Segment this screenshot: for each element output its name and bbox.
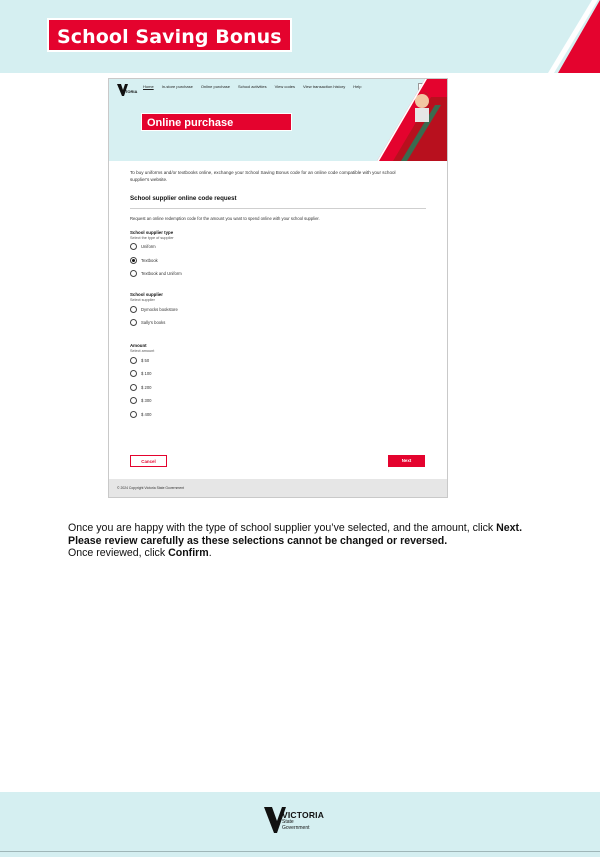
radio-option[interactable] [130, 254, 430, 267]
radio-label: Sally's books [141, 320, 166, 326]
radio-option[interactable] [130, 303, 430, 316]
instruction-part: . [208, 547, 212, 560]
amount-group [130, 343, 430, 421]
radio-button[interactable] [130, 243, 137, 250]
radio-button[interactable] [130, 370, 137, 377]
section-title: School supplier online code request [130, 195, 237, 202]
screenshot-body [130, 169, 430, 421]
radio-label: $ 400 [141, 411, 152, 417]
radio-option[interactable] [130, 381, 430, 394]
radio-option[interactable] [130, 395, 430, 408]
radio-option[interactable] [130, 317, 430, 330]
screenshot-footer: © 2024 Copyright Victoria State Government [109, 479, 447, 497]
radio-button[interactable] [130, 357, 137, 364]
group-hint: Select amount [130, 349, 155, 353]
radio-label: $ 100 [141, 371, 152, 377]
group-label: School supplier type [130, 229, 174, 235]
document-title: School Saving Bonus [47, 18, 292, 52]
radio-label: Textbook [141, 257, 158, 263]
footer-logo-word: VICTORIA [282, 810, 325, 820]
instruction-bold: Next. Please review carefully as these selections cannot be changed or reversed. [68, 522, 523, 547]
header-accent-shape [520, 0, 600, 73]
radio-option[interactable] [130, 268, 430, 281]
nav-item-home[interactable]: Home [143, 84, 154, 89]
radio-option[interactable] [130, 408, 430, 421]
radio-button[interactable] [130, 411, 137, 418]
section-description: Request an online redemption code for the amount you want to spend online with your school supplier. [130, 215, 320, 221]
radio-option[interactable] [130, 241, 430, 254]
radio-button[interactable] [130, 397, 137, 404]
group-hint: Select the type of supplier [130, 235, 174, 240]
instruction-part: Once you are happy with the type of school supplier you’ve selected, and the amount, click [68, 522, 497, 534]
radio-button-selected[interactable] [130, 257, 137, 264]
cancel-button[interactable]: Cancel [130, 455, 167, 467]
instruction-bold: Confirm [168, 547, 209, 560]
instruction-text [68, 522, 538, 560]
next-button[interactable]: Next [388, 455, 425, 467]
hero-photo [367, 79, 447, 161]
radio-label: Textbook and Uniform [141, 271, 182, 277]
group-label: Amount [130, 343, 147, 348]
intro-text: To buy uniforms and/or textbooks online, exchange your School Saving Bonus code for an online code compatible with your school supplier's website. [130, 170, 396, 182]
supplier-group [130, 292, 430, 329]
radio-button[interactable] [130, 270, 137, 277]
nav-item-activities[interactable]: School activities [237, 84, 267, 89]
nav-item-history[interactable]: View transaction history [303, 84, 346, 89]
footer-logo-sub-line: State [282, 819, 294, 825]
nav-item-online[interactable]: Online purchase [200, 84, 230, 89]
nav-item-in-store[interactable]: In-store purchase [161, 84, 193, 89]
group-hint: Select supplier [130, 298, 155, 302]
embedded-screenshot [108, 78, 448, 498]
divider [130, 208, 426, 209]
group-label: School supplier [130, 292, 163, 297]
victoria-logo-icon [117, 84, 139, 98]
radio-label: Uniform [141, 244, 156, 250]
nav-item-view-codes[interactable]: View codes [274, 84, 296, 89]
radio-option[interactable] [130, 368, 430, 381]
radio-button[interactable] [130, 319, 137, 326]
footer-logo-sub [282, 820, 310, 832]
radio-option[interactable] [130, 354, 430, 367]
radio-button[interactable] [130, 384, 137, 391]
instruction-part: Once reviewed, click [68, 547, 169, 560]
supplier-type-group [130, 230, 430, 281]
radio-label: $ 200 [141, 384, 152, 390]
document-header [0, 0, 600, 73]
radio-label: Dymocks bookstore [141, 306, 178, 312]
screenshot-nav [143, 84, 361, 89]
footer-logo-sub-line: Government [282, 824, 310, 831]
radio-label: $ 50 [141, 357, 150, 363]
document-footer [0, 792, 600, 857]
radio-label: $ 300 [141, 398, 152, 404]
nav-item-help[interactable]: Help [353, 84, 362, 89]
screenshot-hero [109, 79, 447, 161]
radio-button[interactable] [130, 306, 137, 313]
hero-title: Online purchase [141, 113, 292, 131]
svg-text:TORIA: TORIA [125, 89, 138, 94]
footer-line [0, 851, 600, 852]
